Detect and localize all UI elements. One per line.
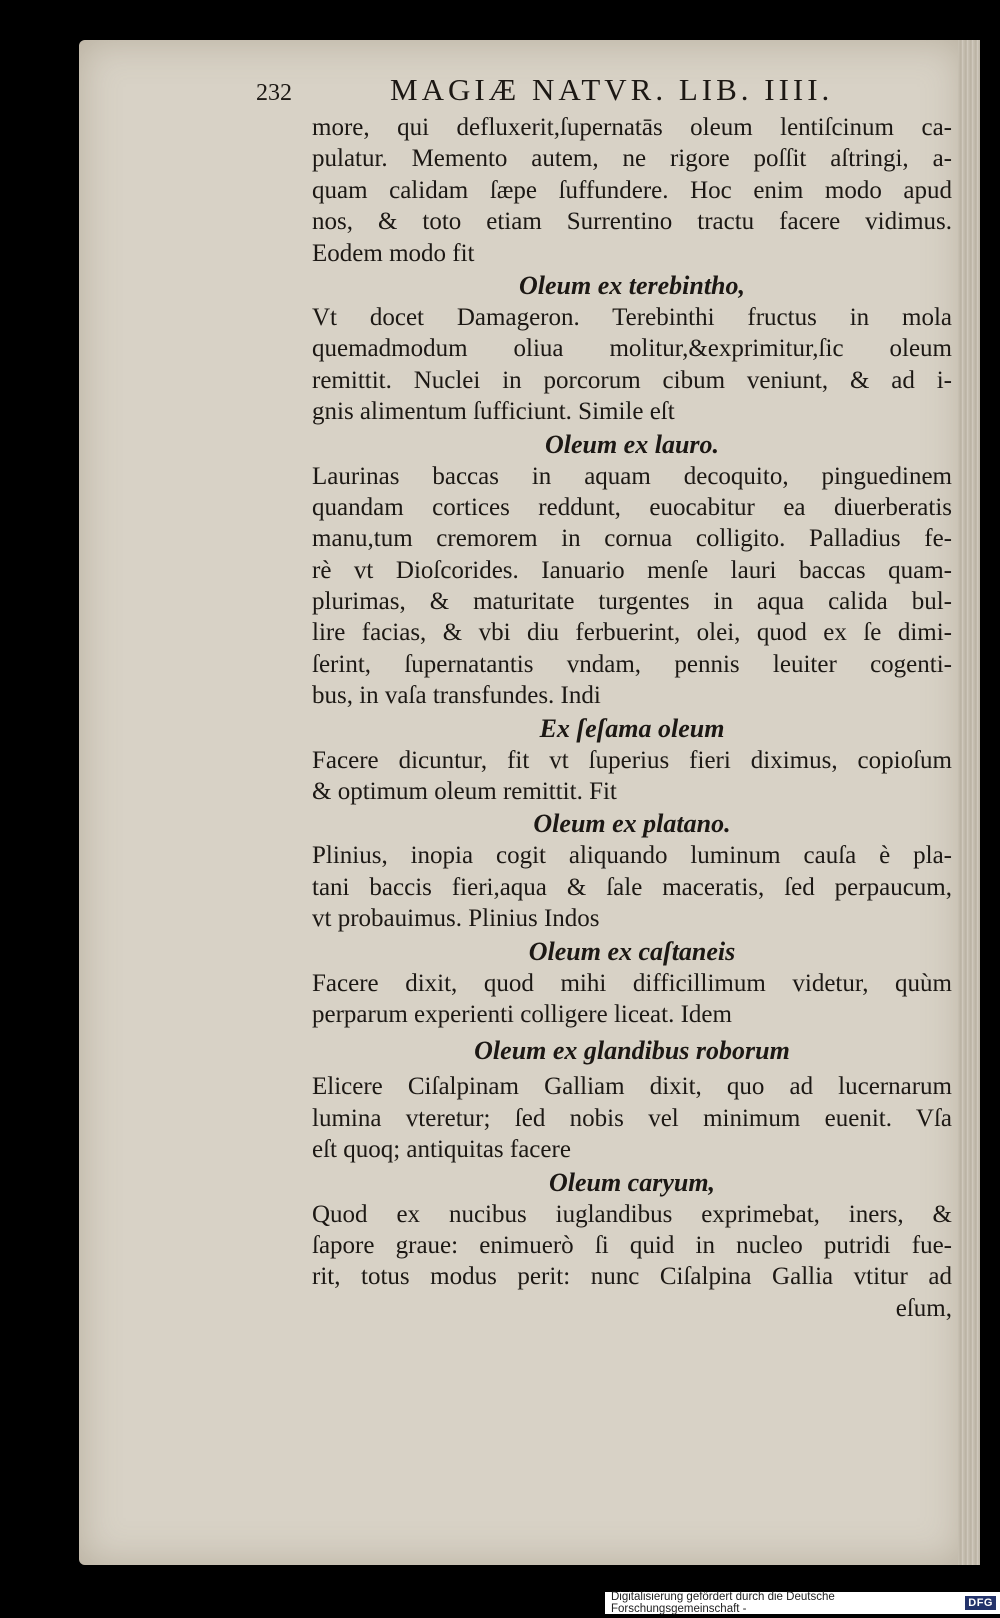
text-line: Eodem modo fit [312,239,475,267]
text-line: Laurinas baccas in aquam decoquito, pinguedinem [312,462,952,490]
text-line: remittit. Nuclei in porcorum cibum veniunt, & ad i- [312,366,952,394]
digitization-credit [605,1592,1000,1614]
text-line: bus, in vaſa transfundes. Indi [312,682,601,710]
text-line: perparum experienti colligere liceat. Idem [312,1000,732,1028]
text-line: Elicere Ciſalpinam Galliam dixit, quo ad lucernarum [312,1073,952,1101]
section-heading: Oleum ex caſtaneis [528,936,736,966]
text-line: Facere dicuntur, fit vt ſuperius fieri diximus, copioſum [312,746,952,774]
text-line: lumina vteretur; ſed nobis vel minimum euenit. Vſa [312,1104,952,1132]
section-heading: Ex ſeſama oleum [539,713,725,743]
text-line: vt probauimus. Plinius Indos [312,905,600,933]
text-line: pulatur. Memento autem, ne rigore poſſit aſtringi, a- [312,145,952,173]
text-line: lire facias, & vbi diu ferbuerint, olei, quod ex ſe dimi- [312,619,952,647]
section-heading: Oleum ex glandibus roborum [474,1036,790,1066]
text-line: plurimas, & maturitate turgentes in aqua calida bul- [312,588,952,616]
text-line: ſapore graue: enimuerò ſi quid in nucleo putridi fue- [312,1231,952,1259]
text-line: rit, totus modus perit: nunc Ciſalpina Gallia vtitur ad [312,1263,952,1291]
text-line: eſt quoq; antiquitas facere [312,1136,571,1164]
text-line: ſerint, ſupernatantis vndam, pennis leuiter cogenti- [312,650,952,678]
text-line: quandam cortices reddunt, euocabitur ea diuerberatis [312,493,952,521]
catchword: eſum, [895,1294,952,1322]
text-line: tani baccis fieri,aqua & ſale maceratis, ſed perpaucum, [312,873,952,901]
text-line: rè vt Dioſcorides. Ianuario menſe lauri baccas quam- [312,556,952,584]
text-line: Facere dixit, quod mihi difficillimum videtur, quùm [312,969,952,997]
page-number: 232 [256,80,292,106]
section-heading: Oleum caryum, [548,1167,716,1197]
text-line: Plinius, inopia cogit aliquando luminum cauſa è pla- [312,842,952,870]
text-line: quam calidam ſæpe ſuffundere. Hoc enim modo apud [312,176,952,204]
text-line: more, qui defluxerit,ſupernatās oleum lentiſcinum ca- [312,114,952,141]
text-line: nos, & toto etiam Surrentino tractu facere vidimus. [312,208,952,236]
section-heading: Oleum ex lauro. [544,429,720,459]
text-line: & optimum oleum remittit. Fit [312,778,617,806]
page-edge [958,40,980,1565]
text-line: Quod ex nucibus iuglandibus exprimebat, iners, & [312,1200,952,1228]
credit-text: Digitalisierung gefördert durch die Deutsche Forschungsgemeinschaft - [611,1591,835,1615]
section-heading: Oleum ex platano. [533,809,731,839]
text-line: gnis alimentum ſufficiunt. Simile eſt [312,398,675,426]
dfg-logo: DFG [965,1596,996,1610]
text-line: quemadmodum oliua molitur,&exprimitur,ſic oleum [312,335,952,363]
text-line: Vt docet Damageron. Terebinthi fructus in mola [312,303,952,331]
running-head: MAGIÆ NATVR. LIB. IIII. [390,72,834,107]
page-header [256,72,952,112]
text-line: manu,tum cremorem in cornua colligito. Palladius fe- [312,525,952,553]
section-heading: Oleum ex terebintho, [518,270,746,300]
text-block [256,72,952,1324]
